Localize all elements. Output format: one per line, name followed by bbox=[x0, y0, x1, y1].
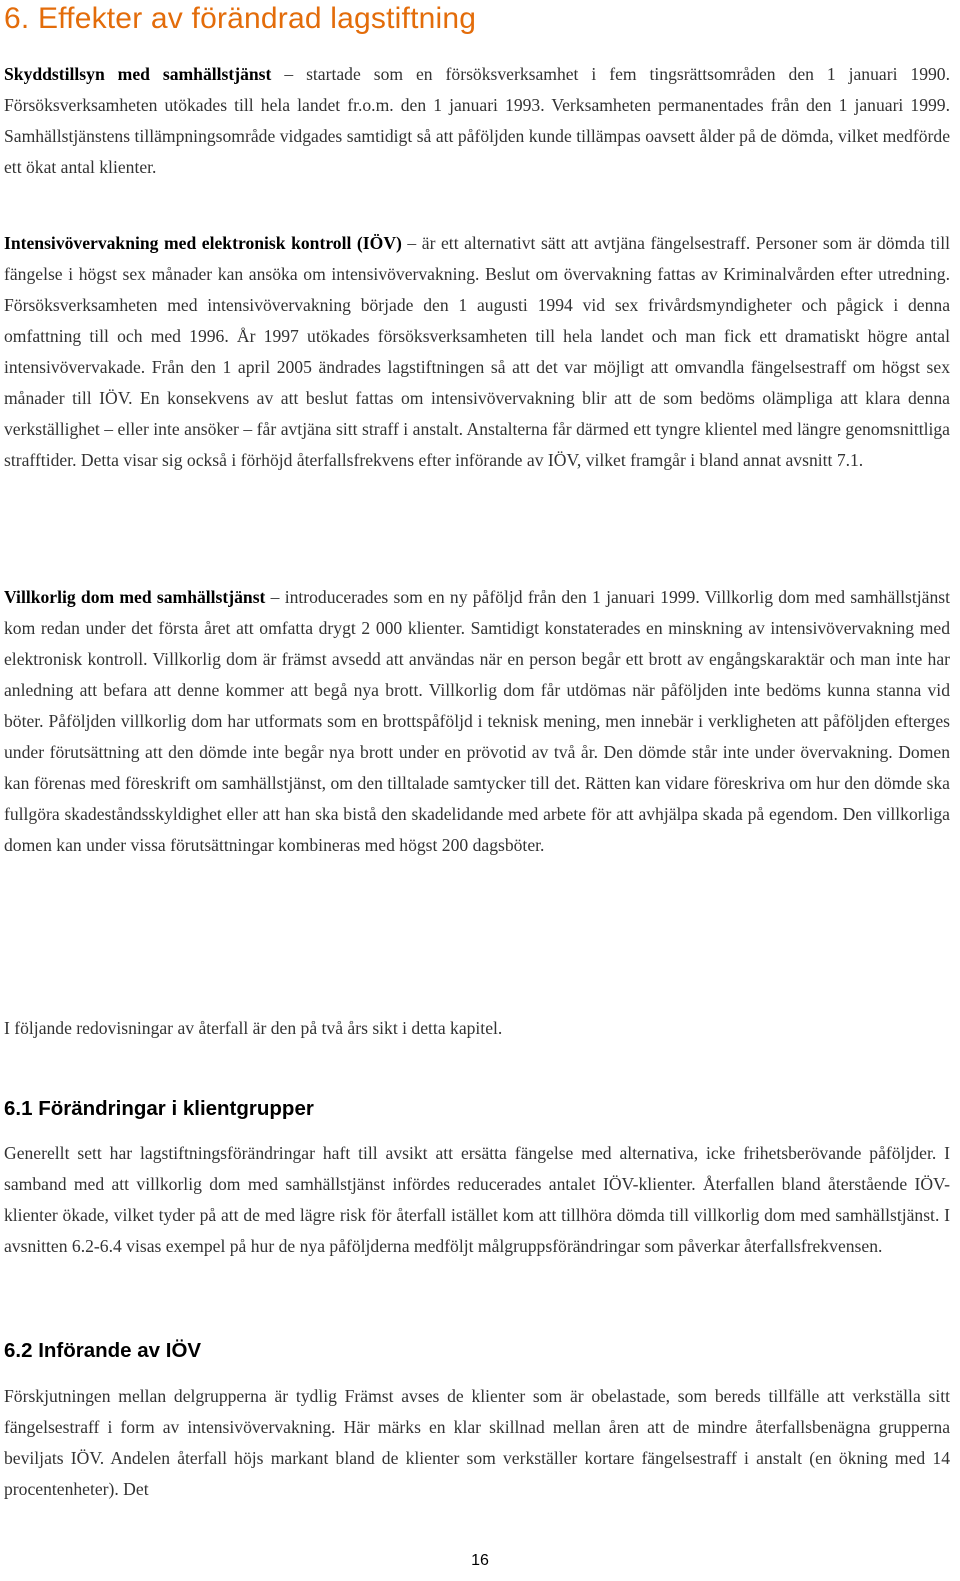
section-heading-6-2: 6.2 Införande av IÖV bbox=[4, 1339, 202, 1362]
term-villkorlig-dom: Villkorlig dom med samhällstjänst bbox=[4, 587, 266, 607]
page-number: 16 bbox=[471, 1552, 489, 1569]
section-6-1-text: Generellt sett har lagstiftningsförändringar haft till avsikt att ersätta fängelse med alternativa, icke frihetsberövande påföljder. I samband med att villkorlig dom med samhällstjänst infördes reducerades antalet IÖV-klienter. Återfallen bland återstående IÖV-klienter ökade, vilket tyder på att de med lägre risk för återfall istället kom att tillhöra dömda till villkorlig dom med samhällstjänst. I avsnitten 6.2-6.4 visas exempel på hur de nya påföljderna medföljt målgruppsförändringar som påverkar återfallsfrekvensen. bbox=[4, 1143, 950, 1256]
term-iov: Intensivövervakning med elektronisk kontroll (IÖV) bbox=[4, 233, 402, 253]
paragraph-villkorlig-dom bbox=[4, 582, 950, 861]
paragraph-aterfall-note: I följande redovisningar av återfall är den på två års sikt i detta kapitel. bbox=[4, 1018, 503, 1038]
section-heading-6-1: 6.1 Förändringar i klientgrupper bbox=[4, 1097, 314, 1120]
paragraph-iov bbox=[4, 228, 950, 476]
section-6-2-text: Förskjutningen mellan delgrupperna är tydlig Främst avses de klienter som är obelastade, som bereds tillfälle att verkställa sitt fängelsestraff i form av intensivövervakning. Här märks en klar skillnad mellan åren att de mindre återfallsbenägna grupperna beviljats IÖV. Andelen återfall höjs markant bland de klienter som verkställer kortare fängelsestraff i anstalt (en ökning med 14 procentenheter). Det bbox=[4, 1386, 950, 1499]
paragraph-text: – startade som en försöksverksamhet i fem tingsrättsområden den 1 januari 1990. Försöksverksamheten utökades till hela landet fr.o.m. den 1 januari 1993. Verksamheten permanentades från den 1 januari 1999. Samhällstjänstens tillämpningsområde vidgades samtidigt så att påföljden kunde tillämpas oavsett ålder på de dömda, vilket medförde ett ökat antal klienter. bbox=[4, 64, 950, 177]
term-skyddstillsyn: Skyddstillsyn med samhällstjänst bbox=[4, 64, 272, 84]
paragraph-text: – introducerades som en ny påföljd från den 1 januari 1999. Villkorlig dom med samhällstjänst kom redan under det första året att omfatta drygt 2 000 klienter. Samtidigt konstaterades en minskning av intensivövervakning med elektronisk kontroll. Villkorlig dom är främst avsedd att användas när en person begår ett brott av engångskaraktär och man inte har anledning att befara att denne kommer att begå nya brott. Villkorlig dom får utdömas när påföljden inte bedöms kunna stanna vid böter. Påföljden villkorlig dom har utformats som en brottspåföljd i teknisk mening, men innebär i verkligheten att påföljden efterges under förutsättning att den dömde inte begår nya brott under en prövotid av två år. Den dömde står inte under övervakning. Domen kan förenas med föreskrift om samhällstjänst, om den tilltalade samtycker till det. Rätten kan vidare föreskriva om hur den dömde ska fullgöra skadeståndsskyldighet eller att han ska bistå den skadelidande med arbete för att avhjälpa skada på egendom. Den villkorliga domen kan under vissa förutsättningar kombineras med högst 200 dagsböter. bbox=[4, 587, 950, 855]
paragraph-skyddstillsyn bbox=[4, 59, 950, 183]
paragraph-text: – är ett alternativt sätt att avtjäna fängelsestraff. Personer som är dömda till fängelse i högst sex månader kan ansöka om intensivövervakning. Beslut om övervakning fattas av Kriminalvården efter utredning. Försöksverksamheten med intensivövervakning började den 1 augusti 1994 vid sex frivårdsmyndigheter och pågick i denna omfattning till och med 1996. År 1997 utökades försöksverksamheten till hela landet och man fick ett dramatiskt högre antal intensivövervakade. Från den 1 april 2005 ändrades lagstiftningen så att det var möjligt att omvandla fängelsestraff om högst sex månader till IÖV. En konsekvens av att beslut fattas om intensivövervakning blir att de som bedöms olämpliga att klara denna verkställighet – eller inte ansöker – får avtjäna sitt straff i anstalt. Anstalterna får därmed ett tyngre klientel med längre genomsnittliga strafftider. Detta visar sig också i förhöjd återfallsfrekvens efter införande av IÖV, vilket framgår i bland annat avsnitt 7.1. bbox=[4, 233, 950, 470]
chapter-heading: 6. Effekter av förändrad lagstiftning bbox=[4, 2, 477, 35]
